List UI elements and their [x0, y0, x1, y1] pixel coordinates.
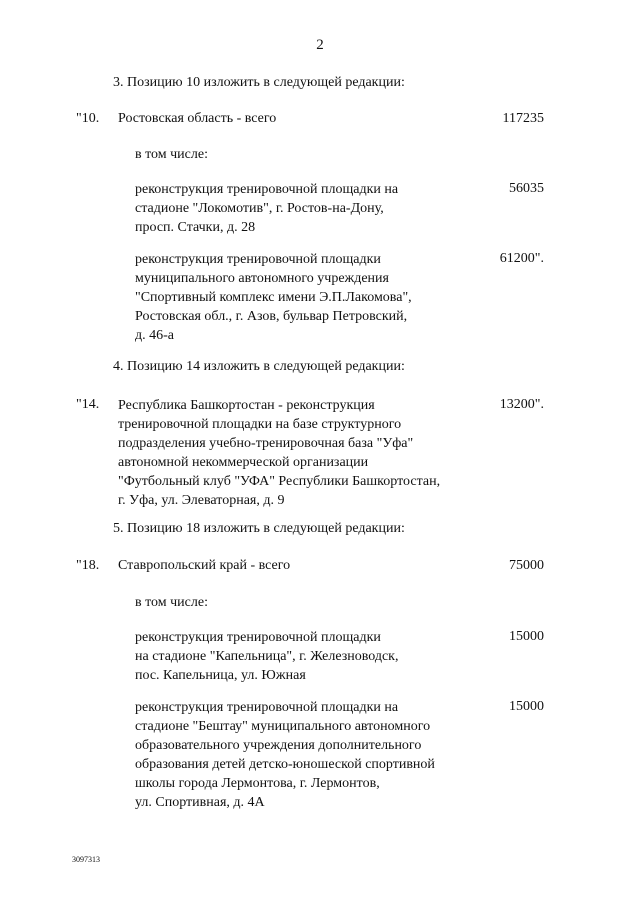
project-description-kapelnitsa	[135, 628, 398, 685]
description-line: Республика Башкортостан - реконструкция	[118, 398, 375, 413]
description-line: образования детей детско-юношеской спортивной	[135, 757, 435, 772]
description-line: г. Уфа, ул. Элеваторная, д. 9	[118, 493, 285, 508]
description-line: тренировочной площадки на базе структурного	[118, 417, 402, 432]
description-line: "Спортивный комплекс имени Э.П.Лакомова",	[135, 290, 412, 305]
description-line: пос. Капельница, ул. Южная	[135, 668, 306, 683]
description-line: Ростовская обл., г. Азов, бульвар Петровский,	[135, 309, 408, 324]
description-line: реконструкция тренировочной площадки на	[135, 700, 399, 715]
region-title-rostov: Ростовская область - всего	[118, 111, 277, 126]
amount-lakomov: 61200".	[499, 251, 544, 266]
description-line: реконструкция тренировочной площадки	[135, 252, 381, 267]
project-description-lakomov	[135, 250, 412, 345]
description-line: подразделения учебно-тренировочная база "Уфа"	[118, 436, 414, 451]
description-line: на стадионе "Капельница", г. Железноводск,	[135, 649, 399, 664]
position-number-14: "14.	[76, 397, 100, 412]
including-label: в том числе:	[135, 595, 208, 610]
instruction-item-4: 4. Позицию 14 изложить в следующей редакции:	[113, 359, 405, 374]
project-description-lokomotiv	[135, 180, 398, 237]
instruction-item-3: 3. Позицию 10 изложить в следующей редакции:	[113, 75, 405, 90]
position-number-10: "10.	[76, 111, 100, 126]
document-code: 3097313	[72, 855, 100, 864]
description-line: образовательного учреждения дополнительного	[135, 738, 422, 753]
region-title-stavropol: Ставропольский край - всего	[118, 558, 291, 573]
description-line: стадионе "Бештау" муниципального автономного	[135, 719, 431, 734]
description-line: школы города Лермонтова, г. Лермонтов,	[135, 776, 380, 791]
description-line: просп. Стачки, д. 28	[135, 220, 256, 235]
region-description-bashkortostan	[118, 396, 440, 510]
description-line: реконструкция тренировочной площадки на	[135, 182, 399, 197]
description-line: ул. Спортивная, д. 4А	[135, 795, 265, 810]
description-line: автономной некоммерческой организации	[118, 455, 369, 470]
including-label: в том числе:	[135, 147, 208, 162]
instruction-item-5: 5. Позицию 18 изложить в следующей редакции:	[113, 521, 405, 536]
amount-stavropol-total: 75000	[509, 558, 544, 573]
page-number: 2	[316, 37, 324, 53]
amount-rostov-total: 117235	[502, 111, 544, 126]
description-line: "Футбольный клуб "УФА" Республики Башкортостан,	[118, 474, 441, 489]
amount-lokomotiv: 56035	[509, 181, 544, 196]
amount-beshtau: 15000	[509, 699, 544, 714]
description-line: стадионе "Локомотив", г. Ростов-на-Дону,	[135, 201, 384, 216]
description-line: реконструкция тренировочной площадки	[135, 630, 381, 645]
project-description-beshtau	[135, 698, 435, 812]
description-line: муниципального автономного учреждения	[135, 271, 389, 286]
amount-kapelnitsa: 15000	[509, 629, 544, 644]
position-number-18: "18.	[76, 558, 100, 573]
amount-bashkortostan: 13200".	[499, 397, 544, 412]
description-line: д. 46-а	[135, 328, 174, 343]
